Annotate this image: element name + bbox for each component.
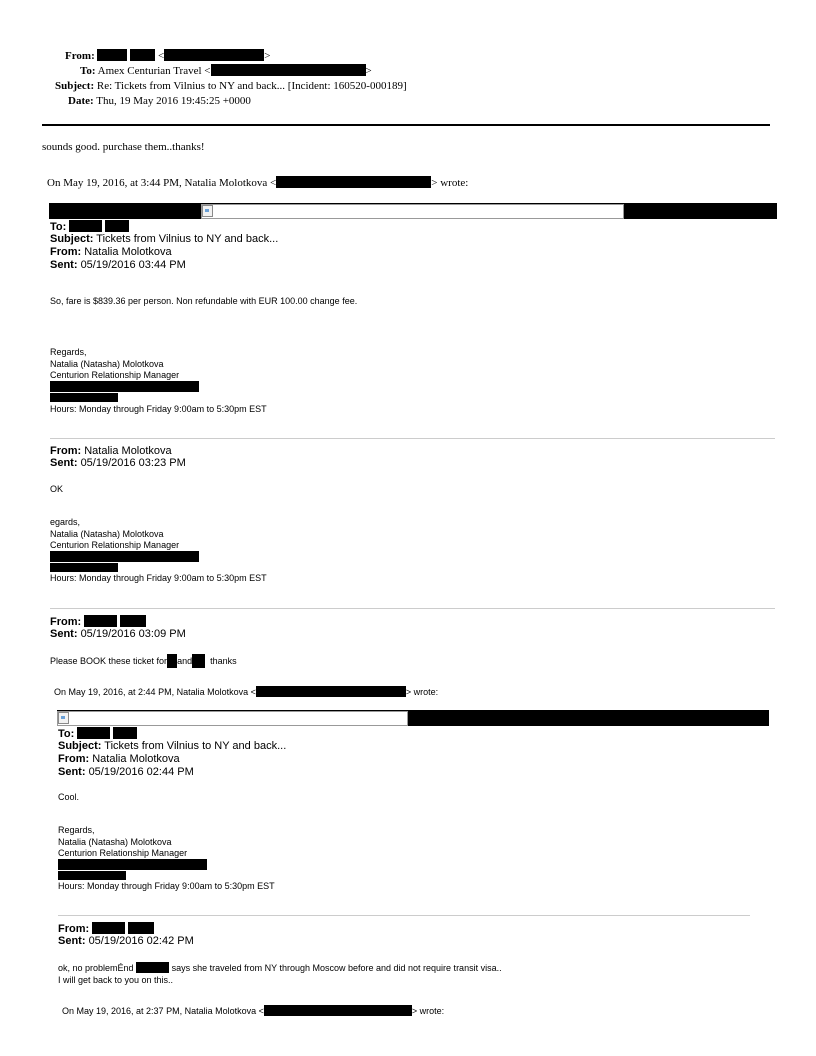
msg1-subject-value: Tickets from Vilnius to NY and back... xyxy=(96,233,279,245)
msg3-sent-row xyxy=(50,628,186,640)
banner-image-placeholder xyxy=(201,204,624,219)
quote-line-3 xyxy=(62,1005,444,1018)
angle-close: > xyxy=(264,50,271,62)
header-to-value: Amex Centurian Travel xyxy=(97,65,202,77)
redaction xyxy=(113,727,137,739)
msg1-subject-label: Subject: xyxy=(50,233,94,245)
sig-name: Natalia (Natasha) Molotkova xyxy=(50,528,164,539)
redaction xyxy=(58,871,126,880)
msg5-from-label: From: xyxy=(58,923,90,935)
msg1-to-row xyxy=(50,220,129,233)
angle-open: < xyxy=(157,50,165,62)
angle-close: > xyxy=(431,177,438,189)
msg3-sent-value: 05/19/2016 03:09 PM xyxy=(80,628,186,640)
quote-prefix: On May 19, 2016, at 2:37 PM, Natalia Molotkova xyxy=(62,1006,257,1016)
redaction xyxy=(69,220,102,232)
msg5-body-line2: I will get back to you on this.. xyxy=(58,974,174,985)
msg2-signature xyxy=(50,517,179,552)
msg2-hours: Hours: Monday through Friday 9:00am to 5:30pm EST xyxy=(50,573,267,583)
quote-suffix: wrote: xyxy=(440,177,469,189)
redaction xyxy=(120,615,146,627)
msg2-from-value: Natalia Molotkova xyxy=(84,445,172,457)
header-subject-label: Subject: xyxy=(55,80,95,92)
quote-line-2 xyxy=(54,686,438,699)
msg1-subject-row xyxy=(50,233,278,245)
redaction xyxy=(77,727,110,739)
msg3-body xyxy=(50,654,237,668)
msg5-body-a: ok, no problemÉnd xyxy=(58,963,134,973)
redaction xyxy=(84,615,117,627)
sig-regards: egards, xyxy=(50,517,81,527)
header-from-label: From: xyxy=(65,50,95,62)
msg4-sent-row xyxy=(58,766,194,778)
redaction xyxy=(50,551,199,562)
msg4-sent-label: Sent: xyxy=(58,766,86,778)
msg3-from-row xyxy=(50,615,146,628)
quote-prefix: On May 19, 2016, at 3:44 PM, Natalia Molotkova xyxy=(47,177,268,189)
redaction xyxy=(97,49,127,61)
angle-open: < xyxy=(250,687,256,697)
msg5-body xyxy=(58,962,502,986)
msg1-to-label: To: xyxy=(50,221,67,233)
redaction xyxy=(211,64,366,76)
header-subject-row xyxy=(55,80,407,92)
msg3-body-a: Please BOOK these ticket for xyxy=(50,656,168,666)
header-date-value: Thu, 19 May 2016 19:45:25 +0000 xyxy=(96,95,251,107)
msg4-subject-label: Subject: xyxy=(58,740,102,752)
redaction xyxy=(105,220,129,232)
sig-title: Centurion Relationship Manager xyxy=(50,540,180,550)
header-to-row xyxy=(80,64,372,77)
redaction xyxy=(167,654,177,668)
msg4-from-value: Natalia Molotkova xyxy=(92,753,180,765)
header-from-row xyxy=(65,49,270,62)
redaction xyxy=(192,654,205,668)
header-divider xyxy=(42,124,770,126)
msg4-signature xyxy=(58,825,187,860)
header-subject-value: Re: Tickets from Vilnius to NY and back... [Incident: 160520-000189] xyxy=(96,80,407,92)
redaction xyxy=(130,49,155,61)
msg4-sent-value: 05/19/2016 02:44 PM xyxy=(88,766,194,778)
message-separator xyxy=(58,915,750,916)
sig-regards: Regards, xyxy=(50,347,87,357)
msg5-sent-value: 05/19/2016 02:42 PM xyxy=(88,935,194,947)
msg1-from-value: Natalia Molotkova xyxy=(84,246,172,258)
broken-image-icon xyxy=(202,205,213,217)
msg5-from-row xyxy=(58,922,154,935)
redaction xyxy=(50,563,118,572)
angle-close: > xyxy=(405,687,412,697)
msg4-subject-row xyxy=(58,740,286,752)
redaction xyxy=(50,393,118,402)
msg3-sent-label: Sent: xyxy=(50,628,78,640)
msg2-from-label: From: xyxy=(50,445,82,457)
redaction xyxy=(92,922,125,934)
angle-close: > xyxy=(365,65,372,77)
sig-title: Centurion Relationship Manager xyxy=(50,370,180,380)
msg2-sent-label: Sent: xyxy=(50,457,78,469)
redaction xyxy=(256,686,406,697)
quote-line-1 xyxy=(47,176,468,189)
reply-body: sounds good. purchase them..thanks! xyxy=(42,141,205,153)
message-separator xyxy=(50,608,775,609)
msg5-body-b: says she traveled from NY through Moscow before and did not require transit visa.. xyxy=(171,963,502,973)
msg1-from-label: From: xyxy=(50,246,82,258)
msg3-body-c: thanks xyxy=(210,656,237,666)
msg1-sent-label: Sent: xyxy=(50,259,78,271)
header-date-label: Date: xyxy=(68,95,94,107)
msg4-to-row xyxy=(58,727,137,740)
redaction xyxy=(264,1005,412,1016)
msg1-sent-row xyxy=(50,259,186,271)
msg1-signature xyxy=(50,347,179,382)
banner-image-placeholder xyxy=(57,711,408,726)
msg4-hours: Hours: Monday through Friday 9:00am to 5:30pm EST xyxy=(58,881,275,891)
msg3-from-label: From: xyxy=(50,616,82,628)
sig-regards: Regards, xyxy=(58,825,95,835)
msg4-body: Cool. xyxy=(58,792,80,802)
msg2-body: OK xyxy=(50,484,64,494)
msg5-sent-label: Sent: xyxy=(58,935,86,947)
msg1-hours: Hours: Monday through Friday 9:00am to 5:30pm EST xyxy=(50,404,267,414)
msg5-sent-row xyxy=(58,935,194,947)
msg1-from-row xyxy=(50,246,172,258)
header-date-row xyxy=(68,95,251,107)
quote-suffix: wrote: xyxy=(419,1006,445,1016)
angle-open: < xyxy=(204,65,211,77)
msg3-body-b: and xyxy=(177,656,193,666)
quote-suffix: wrote: xyxy=(413,687,439,697)
msg4-to-label: To: xyxy=(58,728,75,740)
header-to-label: To: xyxy=(80,65,96,77)
message-separator xyxy=(50,438,775,439)
sig-name: Natalia (Natasha) Molotkova xyxy=(58,836,172,847)
angle-close: > xyxy=(411,1006,418,1016)
broken-image-icon xyxy=(58,712,69,724)
msg2-sent-value: 05/19/2016 03:23 PM xyxy=(80,457,186,469)
redaction xyxy=(58,859,207,870)
sig-title: Centurion Relationship Manager xyxy=(58,848,188,858)
msg2-from-row xyxy=(50,445,172,457)
msg1-sent-value: 05/19/2016 03:44 PM xyxy=(80,259,186,271)
quote-prefix: On May 19, 2016, at 2:44 PM, Natalia Molotkova xyxy=(54,687,249,697)
msg4-from-row xyxy=(58,753,180,765)
angle-open: < xyxy=(270,177,277,189)
msg4-from-label: From: xyxy=(58,753,90,765)
msg2-sent-row xyxy=(50,457,186,469)
redaction xyxy=(276,176,431,188)
angle-open: < xyxy=(258,1006,264,1016)
redaction xyxy=(164,49,264,61)
redaction xyxy=(50,381,199,392)
msg4-subject-value: Tickets from Vilnius to NY and back... xyxy=(104,740,287,752)
redaction xyxy=(128,922,154,934)
msg1-body: So, fare is $839.36 per person. Non refundable with EUR 100.00 change fee. xyxy=(50,296,358,306)
redaction xyxy=(136,962,169,973)
sig-name: Natalia (Natasha) Molotkova xyxy=(50,358,164,369)
